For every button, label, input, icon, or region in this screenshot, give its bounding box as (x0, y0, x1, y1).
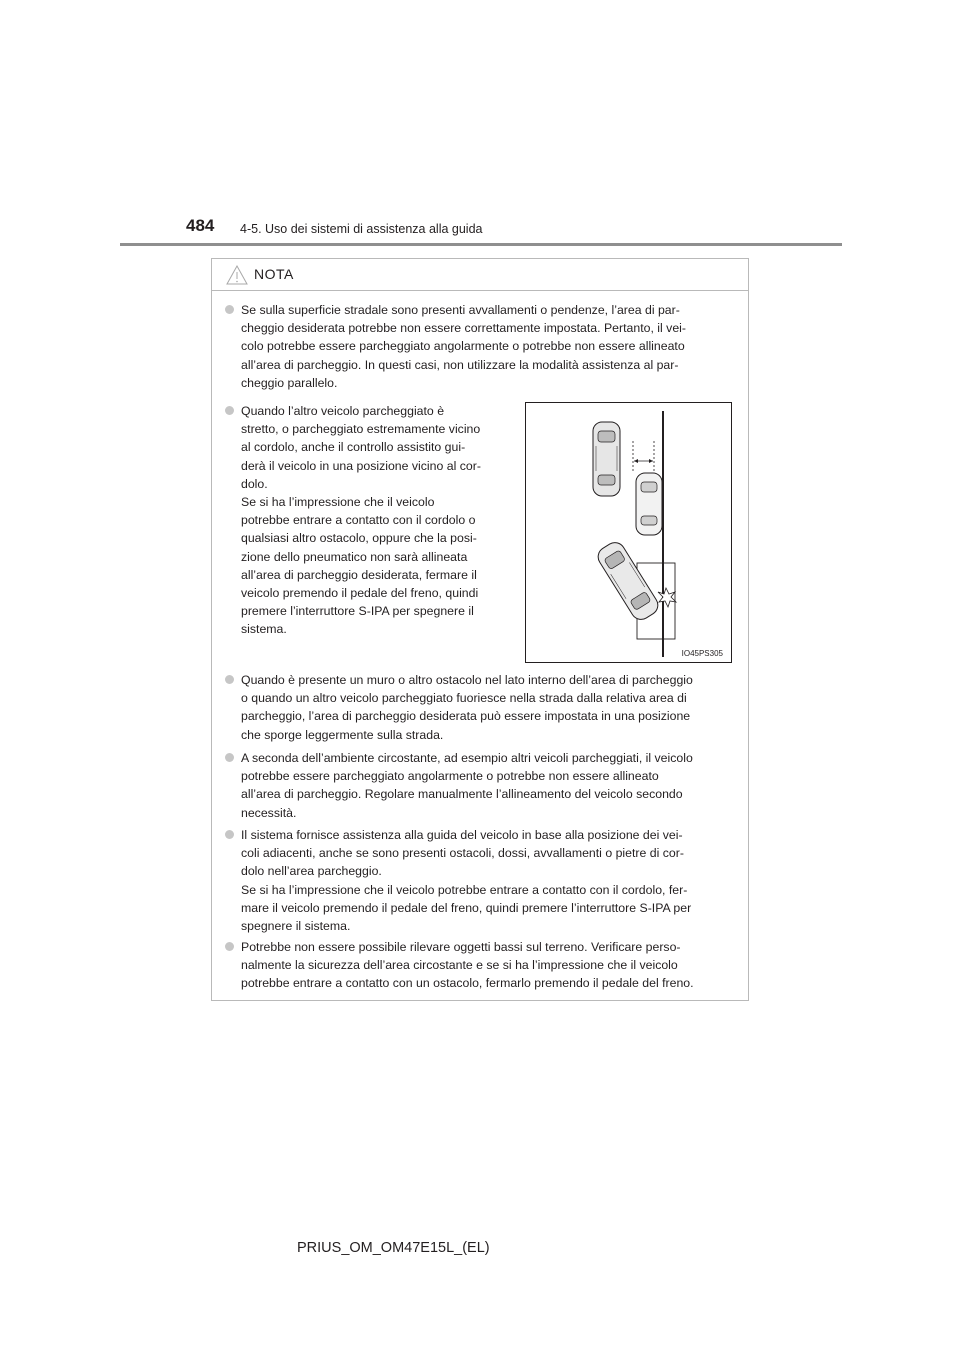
parking-illustration (525, 402, 732, 663)
page-number: 484 (186, 216, 215, 235)
note-title: NOTA (254, 266, 294, 282)
maneuvering-car-icon (594, 539, 661, 623)
section-title: 4-5. Uso dei sistemi di assistenza alla guida (240, 222, 483, 236)
note-item-text: Se sulla superficie stradale sono presenti avvallamenti o pendenze, l’area di par- cheggio desiderata potrebbe non essere correttamente impostata. Pertanto, il vei- colo potrebbe essere parcheggiato angolarmente o potrebbe non essere allineato all’area di parcheggio. In questi casi, non utilizzare la modalità assistenza al par- cheggio parallelo. (241, 303, 686, 390)
bullet-icon (225, 305, 234, 314)
note-item-2 (241, 402, 515, 639)
bullet-icon (225, 406, 234, 415)
note-item-1 (241, 301, 743, 392)
parking-diagram (526, 403, 731, 662)
note-item-6 (241, 938, 743, 993)
warning-triangle-icon (226, 265, 248, 285)
parked-car-icon (636, 473, 662, 535)
figure-code: IO45PS305 (681, 649, 723, 658)
bullet-icon (225, 753, 234, 762)
parked-car-icon (593, 422, 620, 496)
note-box (211, 258, 749, 1001)
note-item-text: Il sistema fornisce assistenza alla guida del veicolo in base alla posizione dei vei- coli adiacenti, anche se sono presenti ostacoli, dossi, avvallamenti o pietre di cor- dolo nell’area parcheggio. Se si ha l’impressione che il veicolo potrebbe entrare a contatto con il cordolo, fer- mare il veicolo premendo il pedale del freno, quindi premere l’interruttore S-IPA per spegnere il sistema. (241, 828, 692, 934)
bullet-icon (225, 675, 234, 684)
header-divider (120, 243, 842, 246)
bullet-icon (225, 942, 234, 951)
bullet-icon (225, 830, 234, 839)
note-item-5 (241, 826, 743, 935)
note-item-text: A seconda dell’ambiente circostante, ad esempio altri veicoli parcheggiati, il veicolo potrebbe essere parcheggiato angolarmente o potrebbe non essere allineato all’area di parcheggio. Regolare manualmente l’allineamento del veicolo secondo necessità. (241, 751, 693, 820)
note-title-bar (212, 259, 748, 291)
note-item-3 (241, 671, 743, 744)
document-code: PRIUS_OM_OM47E15L_(EL) (297, 1240, 490, 1256)
note-item-text: Quando l’altro veicolo parcheggiato è stretto, o parcheggiato estremamente vicino al cordolo, anche il controllo assistito gui- derà il veicolo in una posizione vicino al cor- dolo. Se si ha l’impressione che il veicolo potrebbe entrare a contatto con il cordolo o qualsiasi altro ostacolo, oppure che la posi- zione dello pneumatico non sarà allineata all’area di parcheggio desiderata, fermare il veicolo premendo il pedale del freno, quindi premere l’interruttore S-IPA per spegnere il sistema. (241, 404, 481, 637)
note-item-4 (241, 749, 743, 822)
note-item-text: Potrebbe non essere possibile rilevare oggetti bassi sul terreno. Verificare perso- nalmente la sicurezza dell’area circostante e se si ha l’impressione che il veicolo potrebbe entrare a contatto con un ostacolo, fermarlo premendo il pedale del freno. (241, 940, 694, 991)
note-item-text: Quando è presente un muro o altro ostacolo nel lato interno dell’area di parcheggio o quando un altro veicolo parcheggiato fuoriesce nella strada dalla relativa area di parcheggio, l’area di parcheggio desiderata può essere impostata in una posizione che sporge leggermente sulla strada. (241, 673, 693, 742)
contact-burst-icon (658, 588, 676, 607)
